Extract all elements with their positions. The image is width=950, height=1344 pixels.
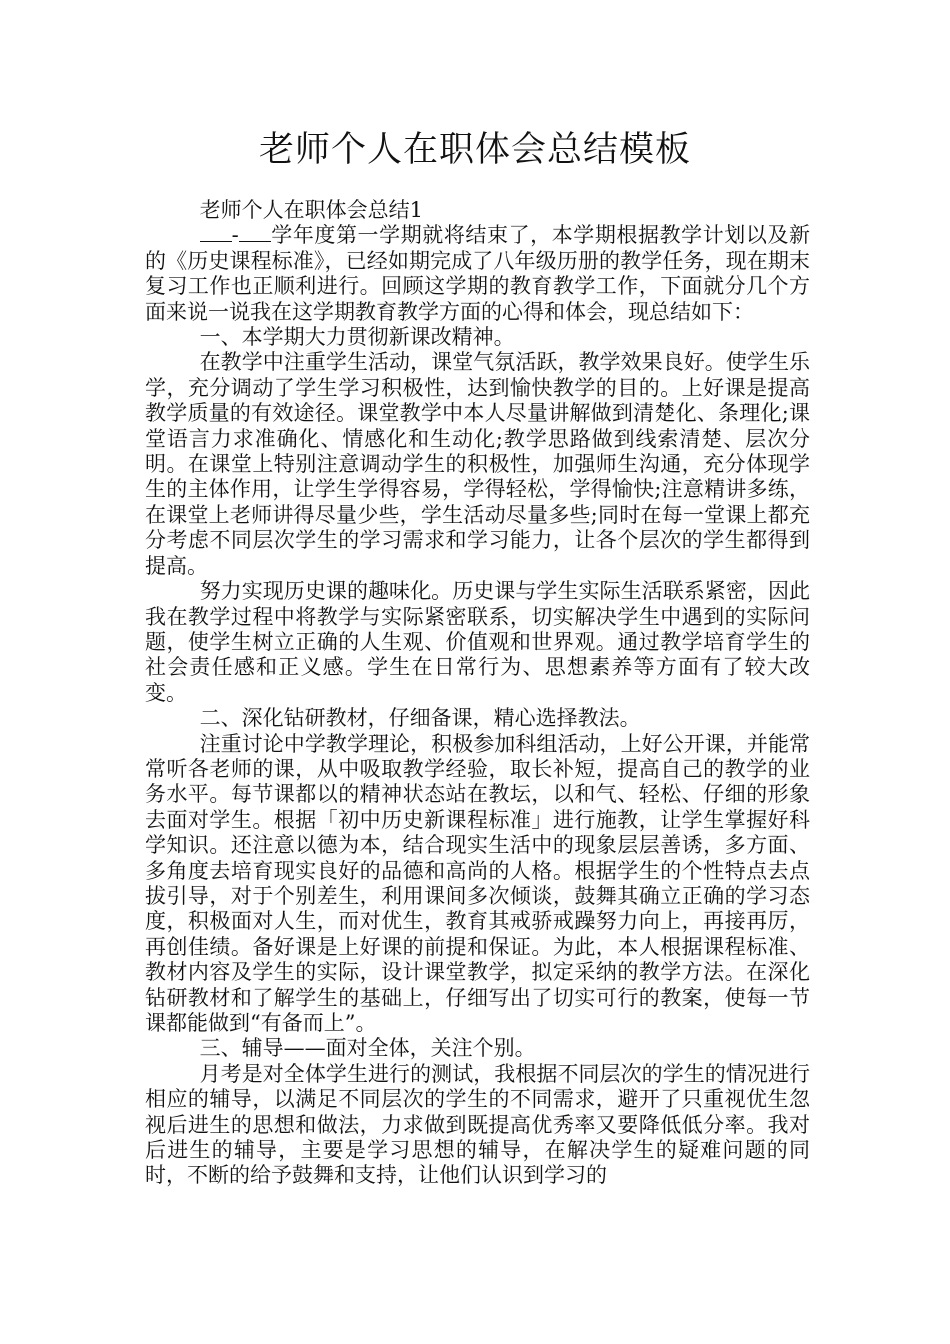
paragraph: 在教学中注重学生活动，课堂气氛活跃，教学效果良好。使学生乐学，充分调动了学生学习积极性，达到愉快教学的目的。上好课是提高教学质量的有效途径。课堂教学中本人尽量讲解做到清楚化、条理化;课堂语言力求准确化、情感化和生动化;教学思路做到线索清楚、层次分明。在课堂上特别注意调动学生的积极性，加强师生沟通，充分体现学生的主体作用，让学生学得容易，学得轻松，学得愉快;注意精讲多练，在课堂上老师讲得尽量少些，学生活动尽量多些;同时在每一堂课上都充分考虑不同层次学生的学习需求和学习能力，让各个层次的学生都得到提高。 (145, 350, 810, 578)
paragraph: 注重讨论中学教学理论，积极参加科组活动，上好公开课，并能常常听各老师的课，从中吸取教学经验，取长补短，提高自己的教学的业务水平。每节课都以的精神状态站在教坛，以和气、轻松、仔细的形象去面对学生。根据「初中历史新课程标准」进行施教，让学生掌握好科学知识。还注意以德为本，结合现实生活中的现象层层善诱，多方面、多角度去培育现实良好的品德和高尚的人格。根据学生的个性特点去点拔引导，对于个别差生，利用课间多次倾谈，鼓舞其确立正确的学习态度，积极面对人生，而对优生，教育其戒骄戒躁努力向上，再接再厉，再创佳绩。备好课是上好课的前提和保证。为此，本人根据课程标准、教材内容及学生的实际，设计课堂教学，拟定采纳的教学方法。在深化钻研教材和了解学生的基础上，仔细写出了切实可行的教案，使每一节课都能做到“有备而上”。 (145, 731, 810, 1035)
paragraph-intro (145, 223, 810, 325)
document-body (145, 198, 810, 1189)
blank-underline (239, 223, 271, 242)
blank-separator: - (231, 223, 239, 248)
paragraph: 月考是对全体学生进行的测试，我根据不同层次的学生的情况进行相应的辅导，以满足不同层次的学生的不同需求，避开了只重视优生忽视后进生的思想和做法，力求做到既提高优秀率又要降低低分率。我对后进生的辅导，主要是学习思想的辅导，在解决学生的疑难问题的同时，不断的给予鼓舞和支持，让他们认识到学习的 (145, 1061, 810, 1188)
section-subtitle: 老师个人在职体会总结1 (199, 198, 423, 222)
heading-section-3: 三、辅导——面对全体，关注个别。 (199, 1036, 536, 1061)
paragraph-intro-text: 学年度第一学期就将结束了，本学期根据教学计划以及新的《历史课程标准》，已经如期完成了八年级历册的教学任务，现在期末复习工作也正顺利进行。回顾这学期的教育教学工作，下面就分几个方面来说一说我在这学期教育教学方面的心得和体会，现总结如下： (145, 223, 810, 324)
heading-section-1: 一、本学期大力贯彻新课改精神。 (199, 325, 515, 350)
blank-underline (200, 223, 232, 242)
document-title: 老师个人在职体会总结模板 (258, 130, 691, 170)
heading-section-2: 二、深化钻研教材，仔细备课，精心选择教法。 (199, 706, 641, 731)
paragraph: 努力实现历史课的趣味化。历史课与学生实际生活联系紧密，因此我在教学过程中将教学与实际紧密联系，切实解决学生中遇到的实际问题，使学生树立正确的人生观、价值观和世界观。通过教学培育学生的社会责任感和正义感。学生在日常行为、思想素养等方面有了较大改变。 (145, 579, 810, 705)
